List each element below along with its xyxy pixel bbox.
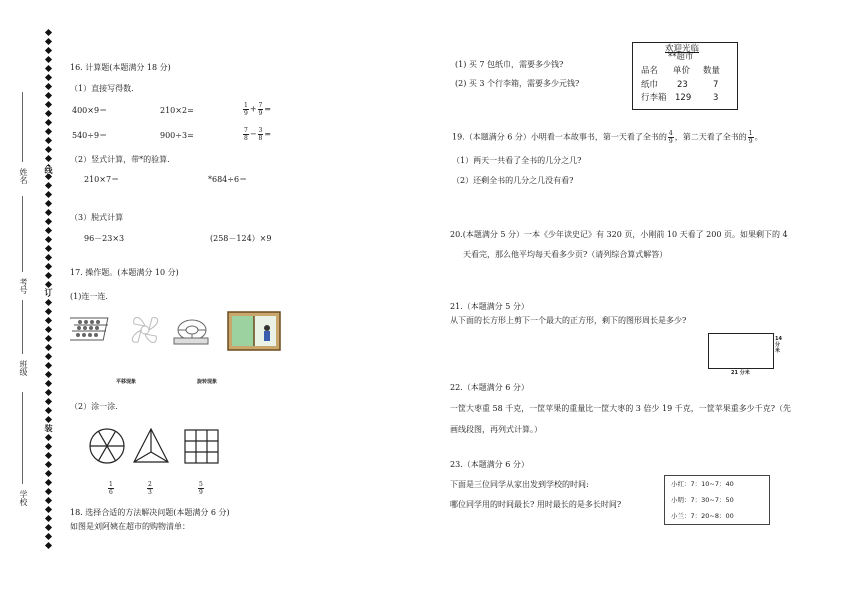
binding-diamond bbox=[44, 38, 51, 45]
q16-part2-title: （2）竖式计算，带*的验算. bbox=[70, 155, 170, 164]
q21-bottom-label: 21 分米 bbox=[731, 370, 750, 376]
q16-title: 16. 计算题(本题满分 18 分) bbox=[70, 63, 171, 72]
binding-diamond bbox=[44, 533, 51, 540]
binding-diamond bbox=[44, 56, 51, 63]
binding-diamond bbox=[44, 254, 51, 261]
binding-diamond bbox=[44, 182, 51, 189]
q21-title: 21.（本题满分 5 分） bbox=[450, 302, 529, 311]
binding-diamond bbox=[44, 65, 51, 72]
fraction: $\frac{4}{9}$ bbox=[668, 130, 673, 145]
q17-pictures bbox=[70, 308, 285, 353]
circle-sixths-shape bbox=[90, 429, 124, 463]
binding-diamond bbox=[44, 272, 51, 279]
binding-diamond bbox=[44, 362, 51, 369]
binding-diamond bbox=[44, 83, 51, 90]
binding-diamond bbox=[44, 281, 51, 288]
q17-part1-title: (1)连一连. bbox=[70, 292, 108, 301]
q19-text: 19.（本题满分 6 分）小明看一本故事书，第一天看了全书的 $\frac{4}{9}$ ，第二天看了全书的 $\frac{1}{9}$ 。 bbox=[452, 130, 763, 145]
binding-diamond bbox=[44, 524, 51, 531]
binding-diamond bbox=[44, 479, 51, 486]
q16-r2c1: 540÷9＝ bbox=[72, 131, 108, 140]
q23-time-xiaohong: 小红：7：10~7：40 bbox=[671, 480, 734, 488]
q22-title: 22.（本题满分 6 分） bbox=[450, 383, 529, 392]
q18-part2: (2) 买 3 个行李箱，需要多少元钱? bbox=[455, 79, 580, 88]
receipt-row2-qty: 3 bbox=[713, 93, 719, 103]
binding-diamond bbox=[44, 353, 51, 360]
side-label-exam-no: 考号 bbox=[19, 278, 28, 294]
binding-mark-seal: 订 bbox=[44, 288, 54, 296]
abacus-image bbox=[70, 318, 108, 340]
q17-fraction-2 bbox=[146, 481, 154, 496]
binding-diamond bbox=[44, 146, 51, 153]
binding-diamond bbox=[44, 308, 51, 315]
receipt-header-price: 单价 bbox=[673, 66, 691, 76]
q17-label-rotation: 旋转现象 bbox=[197, 379, 218, 385]
q18-intro: 如图是刘阿姨在超市的购物清单： bbox=[70, 522, 190, 531]
fraction: $\frac{7}{8}$ bbox=[244, 127, 248, 142]
q23-line2: 哪位同学用的时间最长? 用时最长的是多长时间? bbox=[450, 500, 622, 509]
receipt-row2-item: 行李箱 bbox=[641, 93, 667, 103]
binding-diamond bbox=[44, 389, 51, 396]
receipt-row1-qty: 7 bbox=[713, 80, 719, 90]
q16-r2c3: $\frac{7}{8}$ − $\frac{3}{8}$ = bbox=[244, 127, 272, 142]
q23-line1: 下面是三位同学从家出发到学校的时间: bbox=[450, 480, 589, 489]
binding-diamond bbox=[44, 119, 51, 126]
binding-diamond bbox=[44, 209, 51, 216]
binding-diamond bbox=[44, 218, 51, 225]
q16-vertical-1: 210×7＝ bbox=[84, 175, 120, 184]
binding-diamond bbox=[44, 542, 51, 549]
binding-mark-bind: 装 bbox=[44, 424, 54, 432]
q23-title: 23.（本题满分 6 分） bbox=[450, 460, 529, 469]
q21-text: 从下面的长方形上剪下一个最大的正方形，剩下的图形周长是多少? bbox=[450, 316, 687, 325]
binding-diamond bbox=[44, 497, 51, 504]
binding-diamond bbox=[44, 488, 51, 495]
binding-mark-line: 线 bbox=[44, 166, 54, 174]
binding-diamond bbox=[44, 236, 51, 243]
binding-diamond bbox=[44, 371, 51, 378]
q19-part1: （1）两天一共看了全书的几分之几? bbox=[452, 156, 582, 165]
receipt-row1-item: 纸巾 bbox=[641, 80, 659, 90]
binding-diamond bbox=[44, 137, 51, 144]
binding-diamond bbox=[44, 461, 51, 468]
wheel-image bbox=[174, 320, 208, 344]
fraction: $\frac{1}{9}$ bbox=[748, 130, 753, 145]
binding-diamond bbox=[44, 407, 51, 414]
side-label-school: 学校 bbox=[19, 490, 28, 506]
binding-diamond bbox=[44, 398, 51, 405]
q17-shapes bbox=[88, 426, 228, 466]
q18-part1: (1) 买 7 包纸巾，需要多少钱? bbox=[455, 60, 564, 69]
binding-diamond bbox=[44, 416, 51, 423]
binding-diamond bbox=[44, 245, 51, 252]
binding-diamond bbox=[44, 380, 51, 387]
q23-time-xiaoming: 小明：7：30~7：50 bbox=[671, 496, 734, 504]
receipt-header-qty: 数量 bbox=[703, 66, 721, 76]
binding-diamond bbox=[44, 452, 51, 459]
binding-diamond bbox=[44, 47, 51, 54]
receipt-header-item: 品名 bbox=[641, 66, 659, 76]
q19-part2: （2）还剩全书的几分之几没有看? bbox=[452, 176, 574, 185]
side-line-exam-no bbox=[22, 196, 23, 272]
q17-part2-title: （2）涂一涂. bbox=[70, 402, 118, 411]
fraction: $\frac{3}{8}$ bbox=[258, 127, 263, 142]
q16-r1c3: $\frac{1}{9}$ + $\frac{7}{9}$ = bbox=[244, 102, 272, 117]
binding-diamond bbox=[44, 173, 51, 180]
window-image bbox=[228, 312, 280, 350]
binding-diamond bbox=[44, 110, 51, 117]
q17-fraction-1 bbox=[107, 481, 115, 496]
binding-diamond bbox=[44, 74, 51, 81]
binding-diamond bbox=[44, 344, 51, 351]
q16-part1-title: （1）直接写得数. bbox=[70, 84, 134, 93]
q20-line2: 天看完，那么他平均每天看多少页?（请列综合算式解答） bbox=[463, 250, 668, 259]
q17-label-translation: 平移现象 bbox=[116, 379, 137, 385]
side-line-school bbox=[22, 392, 23, 484]
q16-detach-1: 96－23×3 bbox=[84, 234, 125, 243]
binding-diamond bbox=[44, 155, 51, 162]
pinwheel-image bbox=[132, 318, 157, 343]
binding-diamond bbox=[44, 506, 51, 513]
q22-line1: 一筐大枣重 58 千克，一筐苹果的重量比一筐大枣的 3 倍少 19 千克，一筐苹果重多少千克?（先 bbox=[450, 404, 791, 413]
q20-line1: 20.(本题满分 5 分）一本《少年读史记》有 320 页，小刚前 10 天看了 200 页。如果剩下的 4 bbox=[450, 230, 788, 239]
binding-diamond bbox=[44, 191, 51, 198]
binding-diamond bbox=[44, 92, 51, 99]
binding-diamond bbox=[44, 335, 51, 342]
receipt-welcome: 欢迎光临 bbox=[665, 44, 700, 54]
binding-diamond bbox=[44, 434, 51, 441]
fraction: $\frac{1}{6}$ bbox=[109, 481, 113, 496]
side-label-class: 班级 bbox=[19, 360, 28, 376]
binding-diamond bbox=[44, 263, 51, 270]
binding-diamond bbox=[44, 317, 51, 324]
binding-diamond bbox=[44, 128, 51, 135]
fraction: $\frac{7}{9}$ bbox=[258, 102, 263, 117]
q16-detach-2: (258－124）×9 bbox=[210, 234, 272, 243]
binding-diamond bbox=[44, 443, 51, 450]
shopping-receipt bbox=[632, 42, 738, 110]
side-line-name bbox=[22, 92, 23, 162]
q16-r1c1: 400×9＝ bbox=[72, 106, 108, 115]
fraction: $\frac{5}{9}$ bbox=[199, 481, 203, 496]
receipt-store-name: **超市 bbox=[668, 52, 694, 62]
q16-r1c2: 210×2= bbox=[160, 106, 194, 115]
q22-line2: 画线段图，再列式计算。） bbox=[450, 425, 542, 434]
receipt-row1-price: 23 bbox=[677, 80, 688, 90]
q21-rectangle bbox=[708, 333, 774, 369]
q17-fraction-3 bbox=[197, 481, 205, 496]
q23-time-table bbox=[664, 475, 770, 525]
q16-vertical-2: *684÷6＝ bbox=[208, 175, 248, 184]
q17-title: 17. 操作题。(本题满分 10 分) bbox=[70, 268, 179, 277]
binding-diamond-column bbox=[40, 30, 56, 570]
q16-part3-title: （3）脱式计算 bbox=[70, 213, 124, 222]
q18-title: 18. 选择合适的方法解决问题(本题满分 6 分) bbox=[70, 508, 230, 517]
q23-time-xiaolan: 小兰：7：20~8：00 bbox=[671, 512, 734, 520]
q16-r2c2: 900÷3= bbox=[160, 131, 194, 140]
fraction: $\frac{2}{3}$ bbox=[148, 481, 152, 496]
q21-side-label: 14 分米 bbox=[775, 336, 782, 354]
fraction: $\frac{1}{9}$ bbox=[244, 102, 248, 117]
binding-diamond bbox=[44, 470, 51, 477]
triangle-thirds-shape bbox=[134, 429, 168, 462]
binding-diamond bbox=[44, 299, 51, 306]
grid-ninths-shape bbox=[185, 430, 218, 463]
side-line-class bbox=[22, 300, 23, 354]
receipt-row2-price: 129 bbox=[675, 93, 692, 103]
binding-diamond bbox=[44, 515, 51, 522]
side-label-name: 姓名 bbox=[19, 168, 28, 184]
binding-diamond bbox=[44, 200, 51, 207]
binding-diamond bbox=[44, 227, 51, 234]
binding-diamond bbox=[44, 326, 51, 333]
binding-diamond bbox=[44, 101, 51, 108]
binding-diamond bbox=[44, 29, 51, 36]
